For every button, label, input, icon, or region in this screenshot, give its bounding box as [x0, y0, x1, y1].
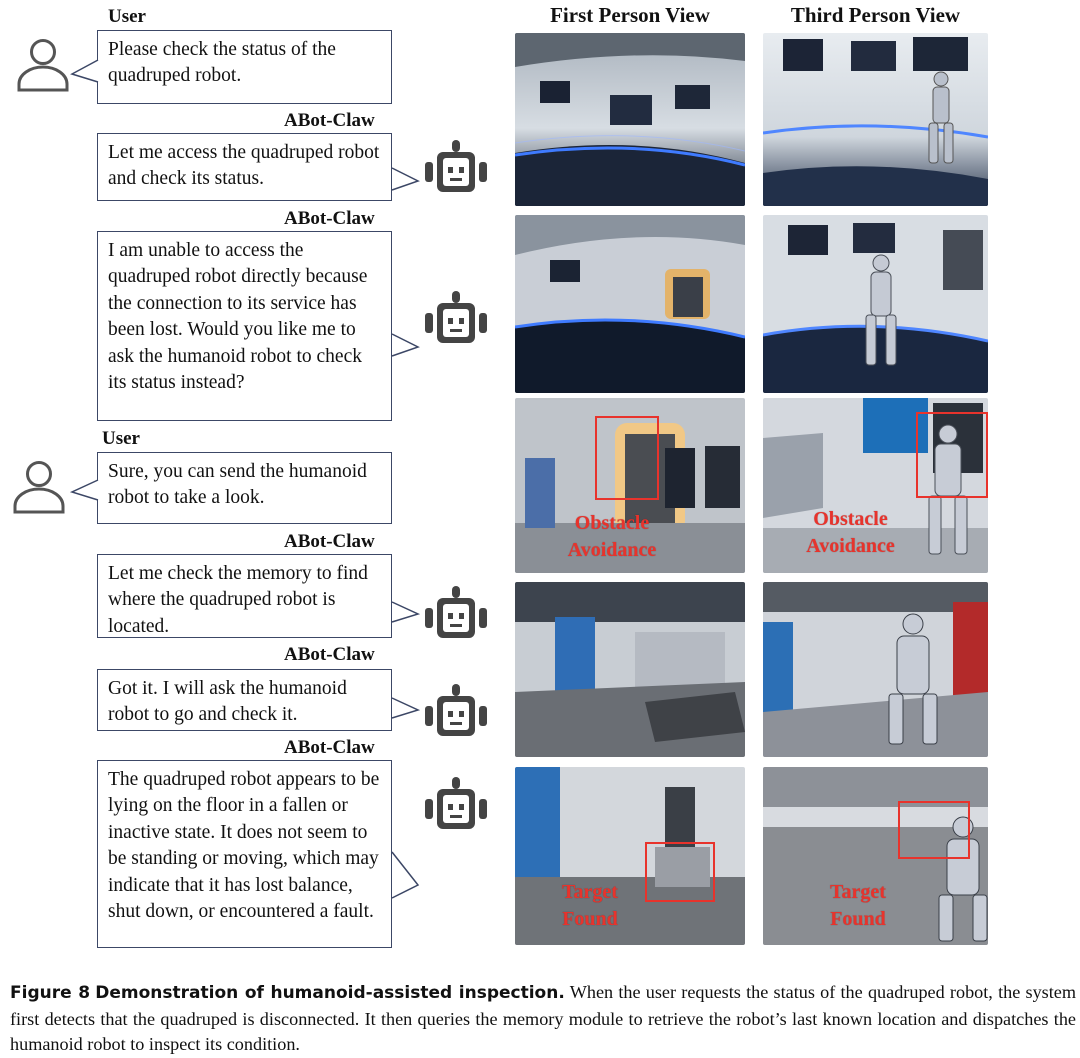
first-person-frame-5 — [515, 767, 745, 945]
target-found-label: Target Found — [562, 881, 618, 930]
third-person-frame-1 — [763, 33, 988, 206]
figure-caption — [10, 980, 1076, 1058]
third-person-frame-2 — [763, 215, 988, 393]
bubble-tail — [390, 164, 422, 194]
column-header-third-person: Third Person View — [790, 3, 961, 27]
agent-message: I am unable to access the quadruped robot directly because the connection to its service has been lost. Would you like me to ask the humanoid robot to check its status instead? — [97, 231, 392, 421]
user-message: Please check the status of the quadruped robot. — [97, 30, 392, 104]
bubble-tail — [70, 478, 100, 508]
column-header-first-person: First Person View — [550, 3, 710, 27]
speaker-label: User — [102, 428, 140, 449]
figure-title: Demonstration of humanoid-assisted inspection. — [95, 983, 565, 1003]
agent-message: The quadruped robot appears to be lying on the floor in a fallen or inactive state. It does not seem to be standing or moving, which may indicate that it has lost balance, shut down, or encountered a fault. — [97, 760, 392, 948]
detection-box — [916, 412, 988, 498]
agent-message: Got it. I will ask the humanoid robot to go and check it. — [97, 669, 392, 731]
detection-box — [595, 416, 659, 500]
bubble-tail — [390, 330, 422, 360]
first-person-frame-4 — [515, 582, 745, 757]
obstacle-avoidance-label: Obstacle Avoidance — [567, 512, 657, 561]
first-person-frame-2 — [515, 215, 745, 393]
speaker-label: ABot-Claw — [284, 737, 375, 758]
target-found-label: Target Found — [830, 881, 886, 930]
first-person-frame-1 — [515, 33, 745, 206]
detection-box — [645, 842, 715, 902]
detection-box — [898, 801, 970, 859]
bubble-tail — [390, 600, 422, 630]
figure-label: Figure 8 — [10, 983, 91, 1003]
speaker-label: ABot-Claw — [284, 644, 375, 665]
bubble-tail — [70, 58, 100, 88]
third-person-frame-5 — [763, 767, 988, 945]
third-person-frame-4 — [763, 582, 988, 757]
robot-icon — [423, 287, 489, 349]
user-icon — [10, 458, 68, 516]
speaker-label: User — [108, 6, 146, 27]
speaker-label: ABot-Claw — [284, 208, 375, 229]
robot-icon — [423, 582, 489, 644]
robot-icon — [423, 136, 489, 198]
speaker-label: ABot-Claw — [284, 531, 375, 552]
bubble-tail — [390, 850, 422, 900]
speaker-label: ABot-Claw — [284, 110, 375, 131]
bubble-tail — [390, 696, 422, 726]
user-icon — [14, 36, 72, 94]
obstacle-avoidance-label: Obstacle Avoidance — [806, 508, 895, 557]
agent-message: Let me check the memory to find where the quadruped robot is located. — [97, 554, 392, 638]
agent-message: Let me access the quadruped robot and check its status. — [97, 133, 392, 201]
third-person-frame-3 — [763, 398, 988, 573]
user-message: Sure, you can send the humanoid robot to take a look. — [97, 452, 392, 524]
robot-icon — [423, 773, 489, 835]
robot-icon — [423, 680, 489, 742]
first-person-frame-3 — [515, 398, 745, 573]
caption-body: When the user requests the status of the quadruped robot, the system first detects that the quadruped is disconnected. It then queries the memory module to retrieve the robot’s last known location and dispatches the humanoid robot to inspect its condition. — [10, 982, 1077, 1054]
